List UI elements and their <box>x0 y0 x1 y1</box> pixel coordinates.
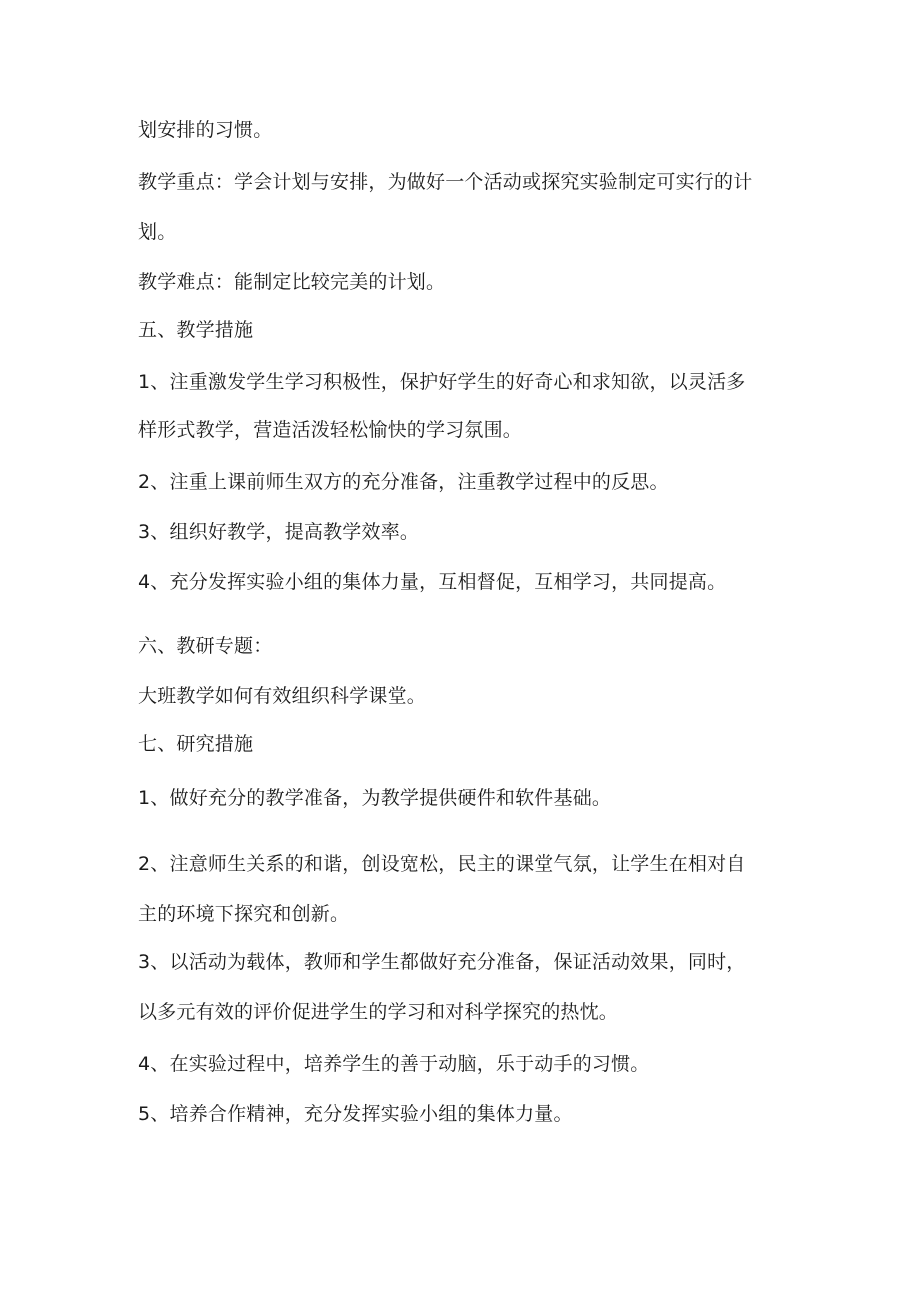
list-item: 3、以活动为载体，教师和学生都做好充分准备，保证活动效果，同时， <box>138 951 746 973</box>
list-item: 1、注重激发学生学习积极性，保护好学生的好奇心和求知欲，以灵活多 <box>138 371 746 393</box>
text-line-teaching-difficulty: 教学难点：能制定比较完美的计划。 <box>138 271 446 293</box>
list-item: 3、组织好教学，提高教学效率。 <box>138 521 420 543</box>
section-heading-research-measures: 七、研究措施 <box>138 733 254 755</box>
text-line: 划安排的习惯。 <box>138 119 273 141</box>
section-heading-teaching-measures: 五、教学措施 <box>138 319 254 341</box>
text-line-teaching-focus: 教学重点：学会计划与安排，为做好一个活动或探究实验制定可实行的计 <box>138 171 753 193</box>
list-item: 2、注意师生关系的和谐，创设宽松，民主的课堂气氛，让学生在相对自 <box>138 853 746 875</box>
text-line: 样形式教学，营造活泼轻松愉快的学习氛围。 <box>138 419 523 441</box>
text-line: 主的环境下探究和创新。 <box>138 903 350 925</box>
text-line: 划。 <box>138 221 177 243</box>
list-item: 1、做好充分的教学准备，为教学提供硬件和软件基础。 <box>138 787 612 809</box>
text-line-research-topic: 大班教学如何有效组织科学课堂。 <box>138 685 427 707</box>
text-line: 以多元有效的评价促进学生的学习和对科学探究的热忱。 <box>138 1001 619 1023</box>
list-item: 2、注重上课前师生双方的充分准备，注重教学过程中的反思。 <box>138 471 669 493</box>
list-item: 5、培养合作精神，充分发挥实验小组的集体力量。 <box>138 1103 573 1125</box>
section-heading-research-topic: 六、教研专题： <box>138 635 273 657</box>
list-item: 4、在实验过程中，培养学生的善于动脑，乐于动手的习惯。 <box>138 1053 650 1075</box>
list-item: 4、充分发挥实验小组的集体力量，互相督促，互相学习，共同提高。 <box>138 571 727 593</box>
